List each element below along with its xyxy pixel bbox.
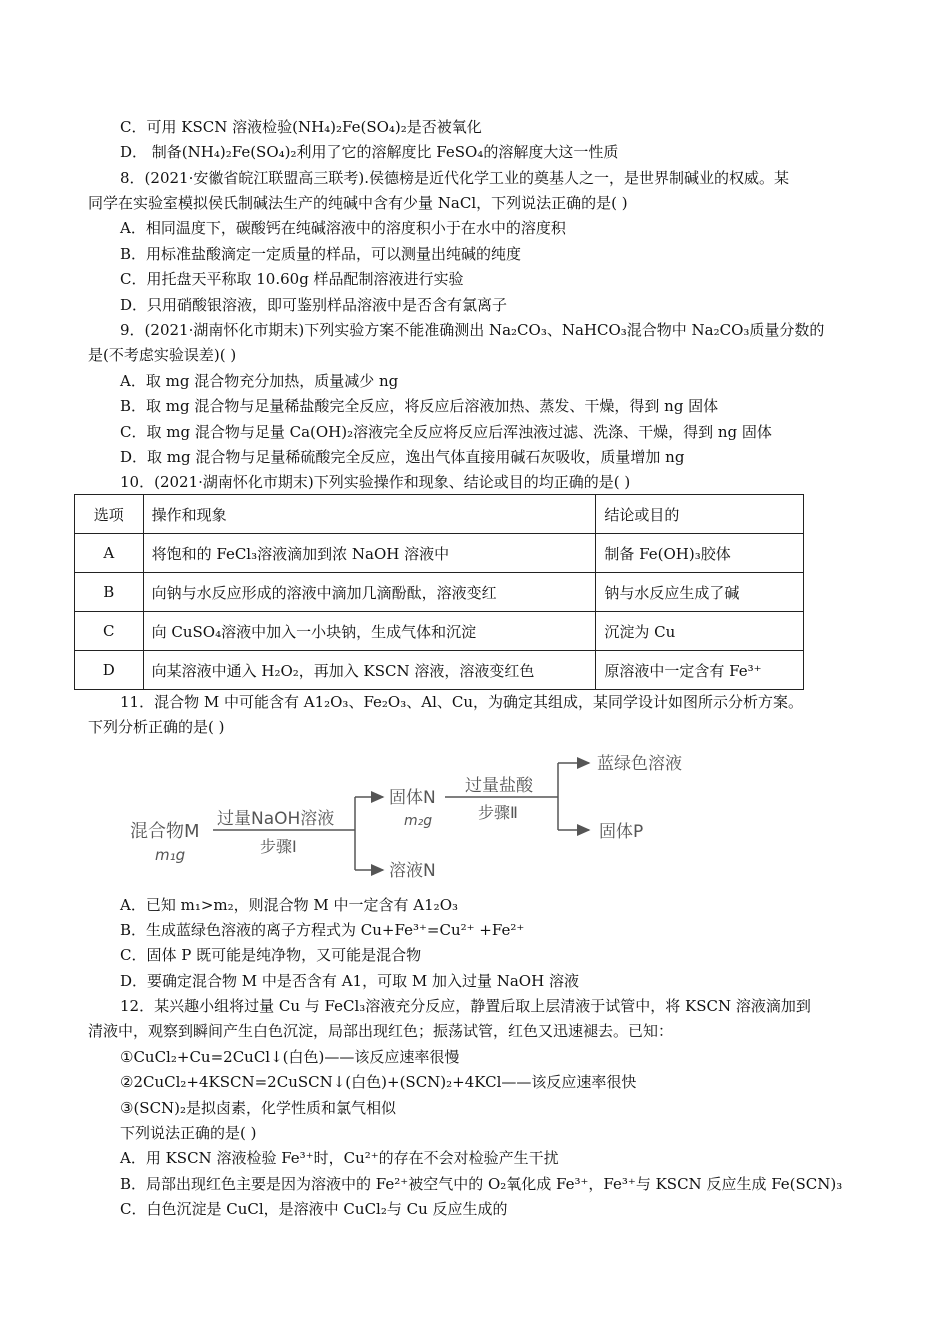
flow-diagram: [125, 748, 715, 883]
solution-n-label: 溶液N: [389, 861, 436, 881]
table-row: [75, 651, 804, 690]
q8-option-b: B．用标准盐酸滴定一定质量的样品，可以测量出纯碱的纯度: [120, 245, 522, 263]
table-cell: 向 CuSO₄溶液中加入一小块钠，生成气体和沉淀: [143, 612, 596, 651]
solid-p-label: 固体P: [599, 822, 644, 842]
q12-known-2: ②2CuCl₂+4KSCN=2CuSCN↓(白色)+(SCN)₂+4KCl——该反应速率很快: [120, 1073, 637, 1091]
q8-option-a: A．相同温度下，碳酸钙在纯碱溶液中的溶度积小于在水中的溶度积: [120, 219, 566, 237]
q9-option-a: A．取 mg 混合物充分加热，质量减少 ng: [120, 372, 399, 390]
step1-reagent: 过量NaOH溶液: [217, 809, 335, 829]
q11-option-d: D．要确定混合物 M 中是否含有 A1，可取 M 加入过量 NaOH 溶液: [120, 972, 579, 990]
table-header: 操作和现象: [143, 495, 596, 534]
table-row: [75, 612, 804, 651]
solid-n-label: 固体N: [389, 788, 436, 808]
q12-option-b: B．局部出现红色主要是因为溶液中的 Fe²⁺被空气中的 O₂氧化成 Fe³⁺，Fe³⁺与 KSCN 反应生成 Fe(SCN)₃: [120, 1175, 843, 1193]
question-10-table: [74, 494, 804, 690]
question-12-stem: 12．某兴趣小组将过量 Cu 与 FeCl₃溶液充分反应，静置后取上层清液于试管中，将 KSCN 溶液滴加到: [120, 997, 811, 1015]
option-c-line: C．可用 KSCN 溶液检验(NH₄)₂Fe(SO₄)₂是否被氧化: [120, 118, 482, 136]
q11-option-b: B．生成蓝绿色溶液的离子方程式为 Cu+Fe³⁺=Cu²⁺ +Fe²⁺: [120, 921, 525, 939]
table-cell: B: [75, 573, 144, 612]
question-9-stem-cont: 是(不考虑实验误差)( ): [88, 346, 237, 364]
option-d-line: D． 制备(NH₄)₂Fe(SO₄)₂利用了它的溶解度比 FeSO₄的溶解度大这一性质: [120, 143, 619, 161]
q12-option-a: A．用 KSCN 溶液检验 Fe³⁺时，Cu²⁺的存在不会对检验产生干扰: [120, 1149, 559, 1167]
step2-reagent: 过量盐酸: [465, 776, 533, 796]
q11-option-c: C．固体 P 既可能是纯净物，又可能是混合物: [120, 946, 422, 964]
q12-known-1: ①CuCl₂+Cu=2CuCl↓(白色)——该反应速率很慢: [120, 1048, 460, 1066]
q12-prompt: 下列说法正确的是( ): [120, 1124, 257, 1142]
m1-label: m₁g: [155, 846, 186, 864]
table-cell: 向钠与水反应形成的溶液中滴加几滴酚酞，溶液变红: [143, 573, 596, 612]
question-11-stem: 11．混合物 M 中可能含有 A1₂O₃、Fe₂O₃、Al、Cu，为确定其组成，某同学设计如图所示分析方案。: [120, 693, 804, 711]
step1-label: 步骤I: [260, 837, 297, 856]
question-10-stem: 10．(2021·湖南怀化市期末)下列实验操作和现象、结论或目的均正确的是( ): [120, 473, 631, 491]
table-cell: 钠与水反应生成了碱: [596, 573, 804, 612]
table-cell: 向某溶液中通入 H₂O₂，再加入 KSCN 溶液，溶液变红色: [143, 651, 596, 690]
table-cell: D: [75, 651, 144, 690]
table-header-row: [75, 495, 804, 534]
table-cell: 原溶液中一定含有 Fe³⁺: [596, 651, 804, 690]
table-cell: 将饱和的 FeCl₃溶液滴加到浓 NaOH 溶液中: [143, 534, 596, 573]
q9-option-d: D．取 mg 混合物与足量稀硫酸完全反应，逸出气体直接用碱石灰吸收，质量增加 ng: [120, 448, 685, 466]
m2-label: m₂g: [404, 813, 433, 829]
question-11-stem-cont: 下列分析正确的是( ): [88, 718, 225, 736]
table-header: 结论或目的: [596, 495, 804, 534]
table-header: 选项: [75, 495, 144, 534]
question-8-stem-cont: 同学在实验室模拟侯氏制碱法生产的纯碱中含有少量 NaCl，下列说法正确的是( ): [88, 194, 628, 212]
table-row: [75, 534, 804, 573]
q12-known-3: ③(SCN)₂是拟卤素，化学性质和氯气相似: [120, 1099, 397, 1117]
question-12-stem-cont: 清液中，观察到瞬间产生白色沉淀，局部出现红色；振荡试管，红色又迅速褪去。已知：: [88, 1022, 674, 1040]
q9-option-b: B．取 mg 混合物与足量稀盐酸完全反应，将反应后溶液加热、蒸发、干燥，得到 ng 固体: [120, 397, 719, 415]
table-cell: C: [75, 612, 144, 651]
table-row: [75, 573, 804, 612]
step2-label: 步骤Ⅱ: [478, 803, 518, 822]
q8-option-d: D．只用硝酸银溶液，即可鉴别样品溶液中是否含有氯离子: [120, 296, 508, 314]
table-cell: 制备 Fe(OH)₃胶体: [596, 534, 804, 573]
blue-green-solution-label: 蓝绿色溶液: [597, 754, 682, 774]
mixture-m-label: 混合物M: [130, 821, 200, 842]
question-8-stem: 8．(2021·安徽省皖江联盟高三联考).侯德榜是近代化学工业的奠基人之一，是世界制碱业的权威。某: [120, 169, 789, 187]
q12-option-c: C．白色沉淀是 CuCl，是溶液中 CuCl₂与 Cu 反应生成的: [120, 1200, 508, 1218]
table-cell: A: [75, 534, 144, 573]
question-9-stem: 9．(2021·湖南怀化市期末)下列实验方案不能准确测出 Na₂CO₃、NaHCO₃混合物中 Na₂CO₃质量分数的: [120, 321, 825, 339]
q8-option-c: C．用托盘天平称取 10.60g 样品配制溶液进行实验: [120, 270, 464, 288]
table-cell: 沉淀为 Cu: [596, 612, 804, 651]
q9-option-c: C．取 mg 混合物与足量 Ca(OH)₂溶液完全反应将反应后浑浊液过滤、洗涤、干燥，得到 ng 固体: [120, 423, 772, 441]
q11-option-a: A．已知 m₁>m₂，则混合物 M 中一定含有 A1₂O₃: [120, 896, 459, 914]
